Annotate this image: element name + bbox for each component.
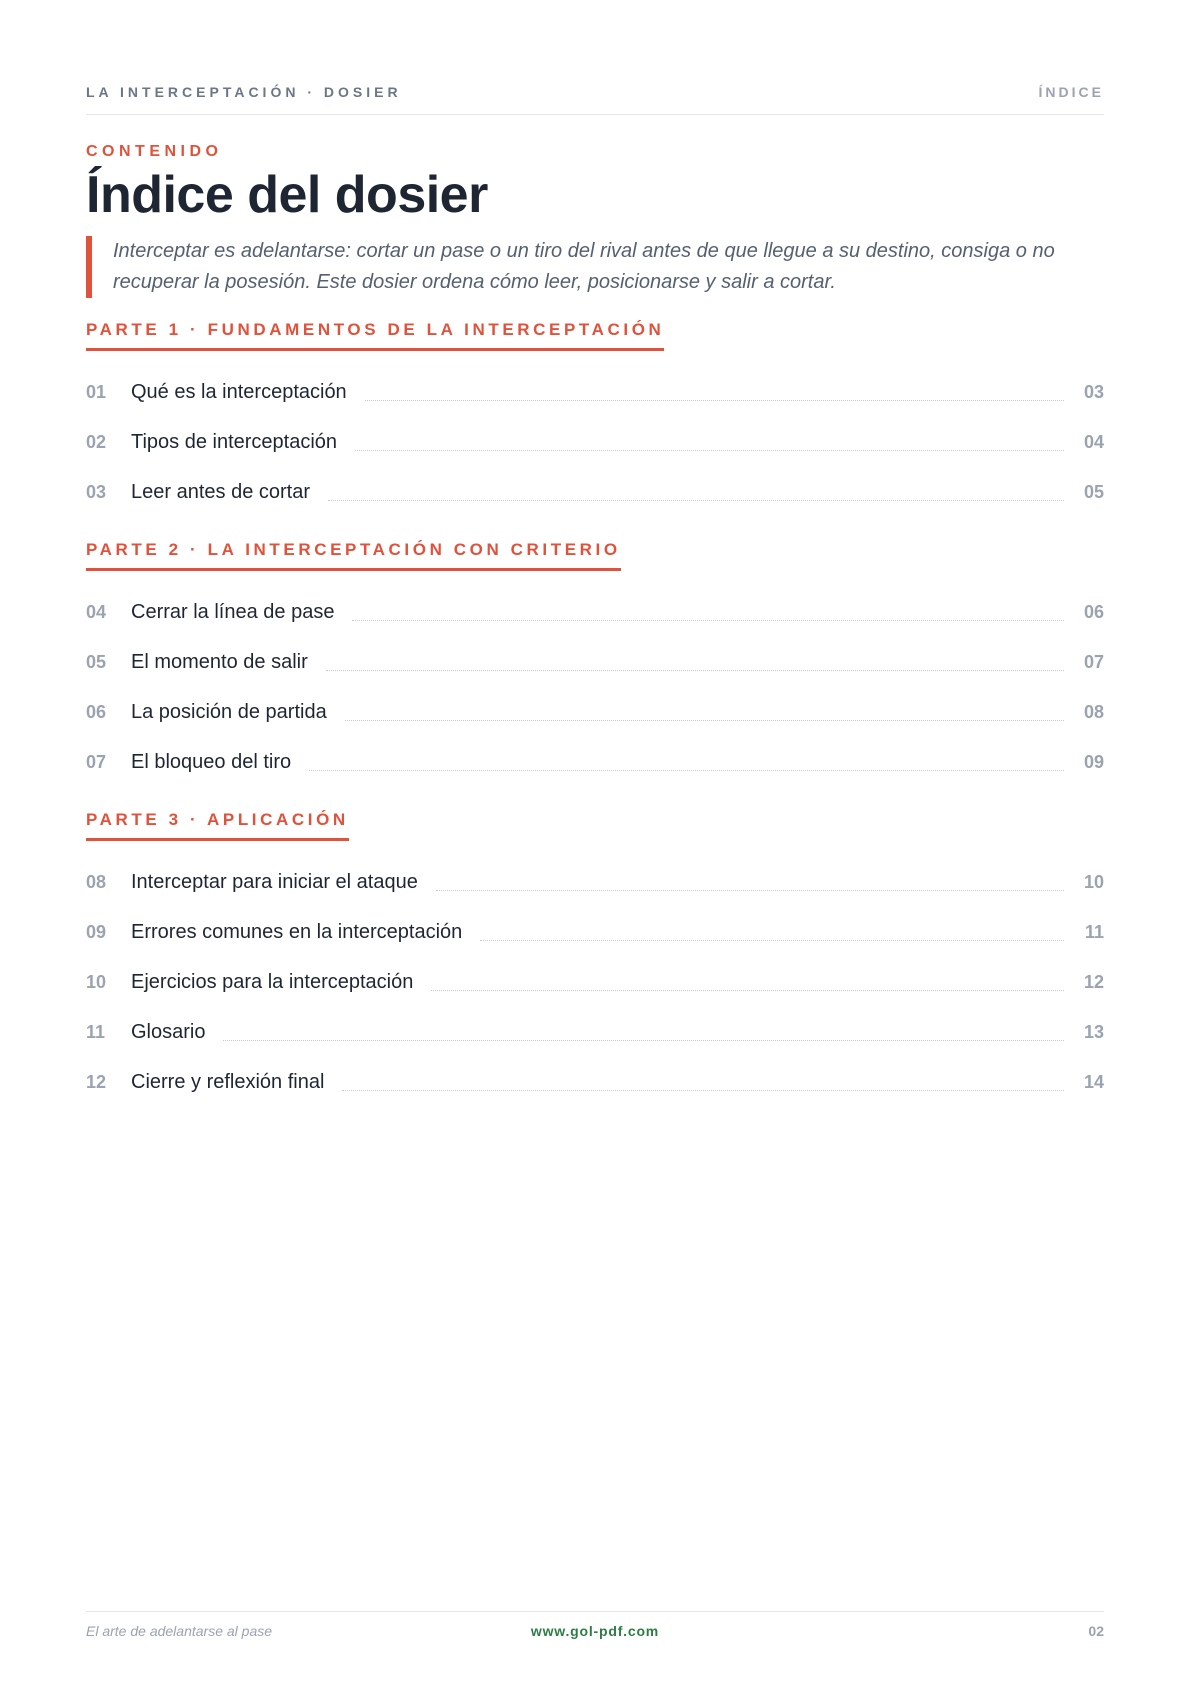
entry-page-number: 04 bbox=[1083, 431, 1104, 452]
entry-number: 10 bbox=[86, 971, 107, 992]
part-heading: PARTE 3 · APLICACIÓN bbox=[86, 810, 349, 841]
entry-page-number: 09 bbox=[1083, 751, 1104, 772]
entry-number: 04 bbox=[86, 601, 107, 622]
running-header bbox=[86, 84, 1104, 115]
toc-part-2 bbox=[86, 540, 1104, 787]
dot-leader bbox=[480, 940, 1064, 941]
entry-title: Errores comunes en la interceptación bbox=[131, 920, 463, 943]
entry-number: 12 bbox=[86, 1071, 107, 1092]
toc-entry[interactable] bbox=[86, 957, 1104, 1007]
entry-page-number: 08 bbox=[1083, 701, 1104, 722]
entry-title: Tipos de interceptación bbox=[131, 430, 338, 453]
entry-title: Cerrar la línea de pase bbox=[131, 600, 335, 623]
toc-part-3 bbox=[86, 810, 1104, 1107]
header-section-label: ÍNDICE bbox=[1038, 84, 1104, 100]
dot-leader bbox=[345, 720, 1064, 721]
dot-leader bbox=[328, 500, 1064, 501]
entry-number: 05 bbox=[86, 651, 107, 672]
entry-title: El bloqueo del tiro bbox=[131, 750, 292, 773]
entry-number: 11 bbox=[86, 1021, 106, 1042]
entry-number: 01 bbox=[86, 381, 107, 402]
toc-part-1 bbox=[86, 320, 1104, 517]
dot-leader bbox=[355, 450, 1064, 451]
entry-page-number: 06 bbox=[1083, 601, 1104, 622]
toc-entry[interactable] bbox=[86, 417, 1104, 467]
entry-page-number: 10 bbox=[1083, 871, 1104, 892]
toc-entry[interactable] bbox=[86, 737, 1104, 787]
dot-leader bbox=[352, 620, 1064, 621]
entry-page-number: 03 bbox=[1083, 381, 1104, 402]
toc-entry[interactable] bbox=[86, 637, 1104, 687]
toc-entry[interactable] bbox=[86, 587, 1104, 637]
entry-title: La posición de partida bbox=[131, 700, 327, 723]
entry-number: 02 bbox=[86, 431, 107, 452]
intro-quote bbox=[86, 236, 1104, 298]
entry-page-number: 05 bbox=[1083, 481, 1104, 502]
entry-number: 07 bbox=[86, 751, 107, 772]
toc-entry[interactable] bbox=[86, 1007, 1104, 1057]
footer-tagline: El arte de adelantarse al pase bbox=[86, 1623, 273, 1639]
toc-entry[interactable] bbox=[86, 687, 1104, 737]
intro-text: Interceptar es adelantarse: cortar un pase o un tiro del rival antes de que llegue a su destino, consiga o no recuperar la posesión. Este dosier ordena cómo leer, posicionarse y salir a cortar. bbox=[113, 240, 1055, 293]
entry-number: 03 bbox=[86, 481, 107, 502]
entry-number: 08 bbox=[86, 871, 107, 892]
dot-leader bbox=[326, 670, 1064, 671]
toc-entry[interactable] bbox=[86, 857, 1104, 907]
dot-leader bbox=[431, 990, 1064, 991]
entry-number: 09 bbox=[86, 921, 107, 942]
dot-leader bbox=[342, 1090, 1064, 1091]
toc-entry[interactable] bbox=[86, 467, 1104, 517]
toc-entry-list bbox=[86, 587, 1104, 787]
entry-title: Ejercicios para la interceptación bbox=[131, 970, 414, 993]
entry-title: Cierre y reflexión final bbox=[131, 1070, 325, 1093]
entry-number: 06 bbox=[86, 701, 107, 722]
part-heading: PARTE 2 · LA INTERCEPTACIÓN CON CRITERIO bbox=[86, 540, 621, 571]
footer-page-number: 02 bbox=[1088, 1623, 1104, 1639]
header-document-title: LA INTERCEPTACIÓN · DOSIER bbox=[86, 84, 402, 100]
dot-leader bbox=[309, 770, 1064, 771]
entry-title: Glosario bbox=[131, 1020, 206, 1043]
toc-entry-list bbox=[86, 857, 1104, 1107]
dot-leader bbox=[436, 890, 1064, 891]
entry-page-number: 14 bbox=[1083, 1071, 1104, 1092]
dot-leader bbox=[365, 400, 1064, 401]
entry-page-number: 13 bbox=[1083, 1021, 1104, 1042]
entry-title: Leer antes de cortar bbox=[131, 480, 310, 503]
toc-entry[interactable] bbox=[86, 907, 1104, 957]
entry-title: Interceptar para iniciar el ataque bbox=[131, 870, 418, 893]
page-title: Índice del dosier bbox=[86, 166, 488, 224]
dot-leader bbox=[223, 1040, 1064, 1041]
toc-entry[interactable] bbox=[86, 367, 1104, 417]
footer-website-link[interactable]: www.gol-pdf.com bbox=[530, 1623, 660, 1639]
eyebrow-label: CONTENIDO bbox=[86, 143, 223, 160]
part-heading: PARTE 1 · FUNDAMENTOS DE LA INTERCEPTACIÓN bbox=[86, 320, 664, 351]
entry-title: El momento de salir bbox=[131, 650, 308, 673]
toc-entry-list bbox=[86, 367, 1104, 517]
entry-page-number: 11 bbox=[1084, 921, 1104, 942]
document-page bbox=[86, 0, 1104, 1683]
page-footer bbox=[86, 1611, 1104, 1652]
entry-page-number: 07 bbox=[1083, 651, 1104, 672]
entry-page-number: 12 bbox=[1083, 971, 1104, 992]
entry-title: Qué es la interceptación bbox=[131, 380, 347, 403]
toc-entry[interactable] bbox=[86, 1057, 1104, 1107]
